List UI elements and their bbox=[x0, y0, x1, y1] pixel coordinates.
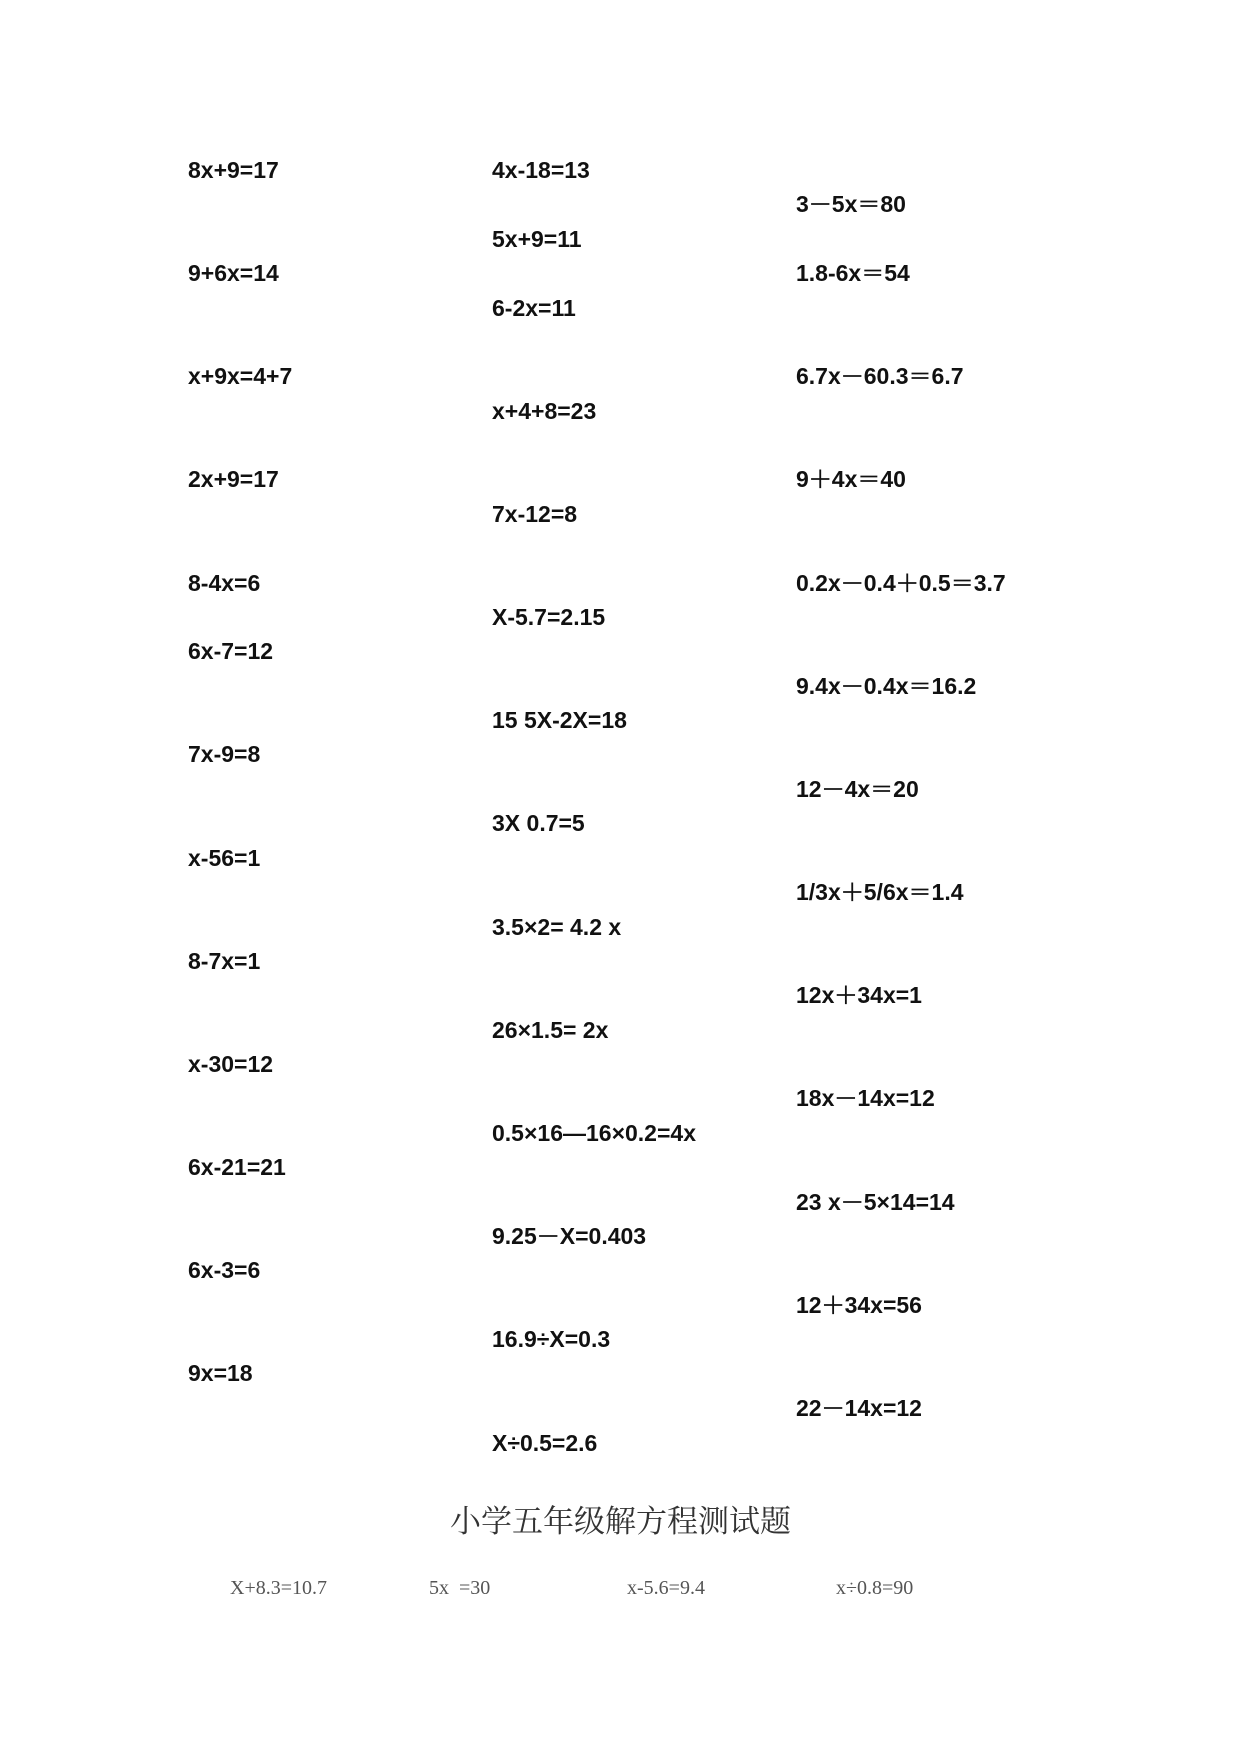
equation: 8-7x=1 bbox=[188, 948, 261, 974]
equation: 12x＋34x=1 bbox=[796, 982, 922, 1008]
equation: x+9x=4+7 bbox=[188, 363, 293, 389]
equation: 6x-21=21 bbox=[188, 1154, 286, 1180]
equation: 6x-7=12 bbox=[188, 638, 274, 664]
equation: 8x+9=17 bbox=[188, 157, 279, 183]
equation: 3－5x＝80 bbox=[796, 191, 906, 217]
equation: 6-2x=11 bbox=[492, 295, 576, 321]
equation: 3X 0.7=5 bbox=[492, 810, 585, 836]
equation: X+8.3=10.7 bbox=[230, 1577, 328, 1599]
section-title: 小学五年级解方程测试题 bbox=[450, 1504, 791, 1540]
equation: 5x+9=11 bbox=[492, 226, 582, 252]
equation: 4x-18=13 bbox=[492, 157, 590, 183]
equation: 5x =30 bbox=[429, 1577, 491, 1599]
equation: 26×1.5= 2x bbox=[492, 1017, 609, 1043]
equation: X-5.7=2.15 bbox=[492, 604, 606, 630]
equation: 9x=18 bbox=[188, 1360, 253, 1386]
equation: 6x-3=6 bbox=[188, 1257, 261, 1283]
equation: x-30=12 bbox=[188, 1051, 274, 1077]
equation: x+4+8=23 bbox=[492, 398, 597, 424]
equation: 16.9÷X=0.3 bbox=[492, 1326, 611, 1352]
equation: 9+6x=14 bbox=[188, 260, 279, 286]
equation: 9＋4x＝40 bbox=[796, 466, 906, 492]
equation: 18x－14x=12 bbox=[796, 1085, 935, 1111]
equation: X÷0.5=2.6 bbox=[492, 1430, 598, 1456]
equation: 0.5×16—16×0.2=4x bbox=[492, 1120, 696, 1146]
equation: 7x-12=8 bbox=[492, 501, 578, 527]
equation: 2x+9=17 bbox=[188, 466, 279, 492]
equation: x÷0.8=90 bbox=[836, 1577, 914, 1599]
equation: 3.5×2= 4.2 x bbox=[492, 914, 622, 940]
equation: x-56=1 bbox=[188, 845, 261, 871]
equation: 12－4x＝20 bbox=[796, 776, 919, 802]
equation: 9.4x－0.4x＝16.2 bbox=[796, 673, 977, 699]
equation: x-5.6=9.4 bbox=[627, 1577, 705, 1599]
equation: 12＋34x=56 bbox=[796, 1292, 922, 1318]
equation: 23 x－5×14=14 bbox=[796, 1189, 955, 1215]
equation: 9.25－X=0.403 bbox=[492, 1223, 647, 1249]
equation: 0.2x－0.4＋0.5＝3.7 bbox=[796, 570, 1006, 596]
equation: 1/3x＋5/6x＝1.4 bbox=[796, 879, 964, 905]
equation: 6.7x－60.3＝6.7 bbox=[796, 363, 964, 389]
equation: 7x-9=8 bbox=[188, 741, 261, 767]
equation: 8-4x=6 bbox=[188, 570, 261, 596]
equation: 22－14x=12 bbox=[796, 1395, 922, 1421]
equation: 1.8-6x＝54 bbox=[796, 260, 910, 286]
equation: 15 5X-2X=18 bbox=[492, 707, 627, 733]
